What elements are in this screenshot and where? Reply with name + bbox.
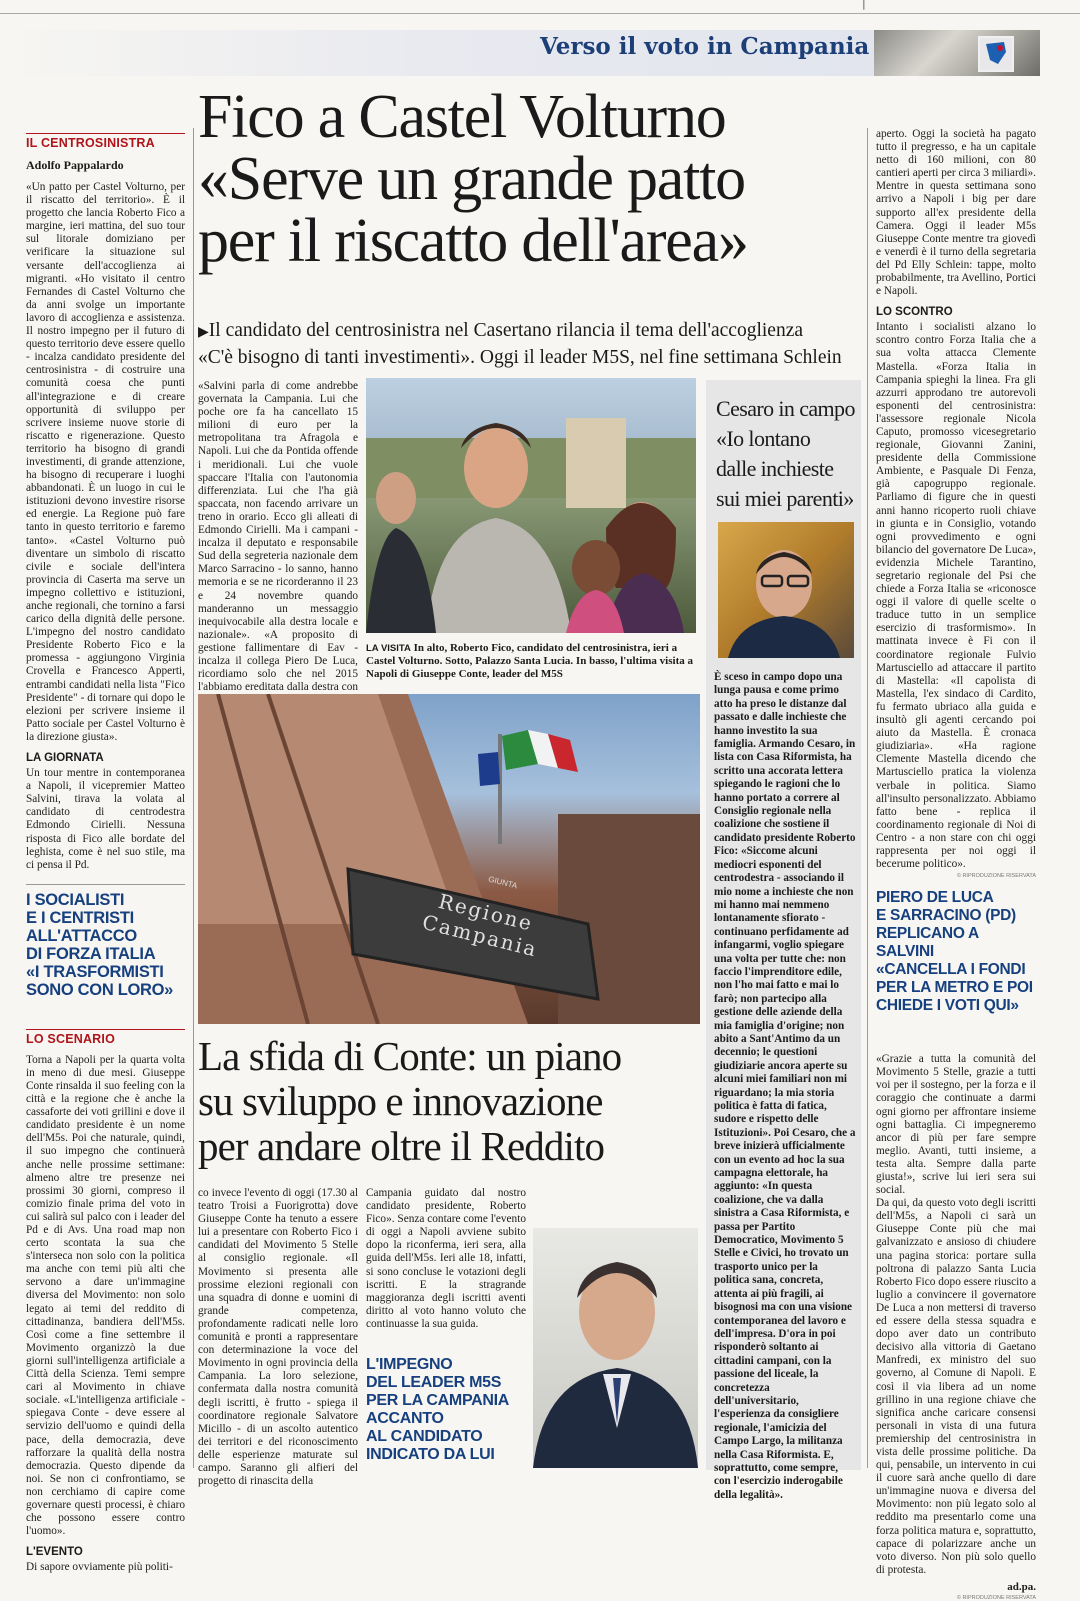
top-separator: | bbox=[862, 0, 866, 10]
conte-headline: La sfida di Conte: un piano su sviluppo e innovazione per andare oltre il Reddito bbox=[198, 1033, 622, 1169]
article-body-2: Un tour mentre in contemporanea a Napoli, il vicepremier Matteo Salvini, tirava la volata al candidato di centrodestra Edmondo Cirielli. Nessuna risposta di Fico alle bordate del leghista, come è nel suo stile, ma ci pensa il Pd. bbox=[26, 767, 185, 871]
caption-label: LA VISITA bbox=[366, 643, 411, 654]
conte-body-col1: co invece l'evento di oggi (17.30 al teatro Troisi a Fuorigrotta) dove Giuseppe Conte ha tenuto a essere lui a presentare con Roberto Fico i candidati del Movimento 5 Stelle al consiglio regionale. «Il Movimento si presenta alle prossime elezioni regionali con una squadra di donne e uomini di grande competenza, profondamente radicati nelle loro comunità e pronti a rappresentare con determinazione la voce del Movimento in ogni provincia della Campania. La loro selezione, confermata dalla nostra comunità degli iscritti, è frutto - spiega il coordinatore regionale Salvatore Micillo - di un ascolto autentico dei territori e del riconoscimento delle esperienze maturate sul campo. Saranno gli alfieri del progetto di rinascita della bbox=[198, 1187, 358, 1488]
byline: Adolfo Pappalardo bbox=[26, 158, 124, 172]
right-body-1: aperto. Oggi la società ha pagato tutto il pregresso, e ha un capitale netto di 160 milioni, con 80 cantieri aperti per circa 3 miliardi». Mentre in questa settimana sono arrivo a Napoli i big per dare supporto all'ex presidente della Camera. Oggi il leader M5s Giuseppe Conte mentre tra giovedì e venerdì è il turno della segretaria del Pd Elly Schlein: tappe, molto probabilmente, tra Avellino, Portici e Napoli. bbox=[876, 128, 1036, 298]
signature: ad.pa. bbox=[1007, 1580, 1036, 1593]
article-body-col2: «Salvini parla di come andrebbe governata la Campania. Lui che poche ore fa ha cancellato 15 milioni di euro per la metropolitana tra Afragola e Napoli. Lui che da Pontida offende i meridionali. Lui che vuole spaccare l'Italia con l'autonomia differenziata. Lui che l'ha già spaccata, non facendo arrivare un treno in orario. Ecco gli alleati di Edmondo Cirielli. Ma i campani - incalza il deputato e responsabile Sud della segreteria nazionale dem Marco Sarracino - lo sanno, hanno memoria e se ne ricorderanno il 23 e 24 novembre quando manderanno un messaggio inequivocabile alla destra locale e nazionale». «A proposito di gestione fallimentare di Eav - incalza il collega Piero De Luca, ricordiamo solo che nel 2015 l'abbiamo ereditata dalla destra con bbox=[198, 380, 358, 694]
article-body-3: Torna a Napoli per la quarta volta in meno di due mesi. Giuseppe Conte rinsalda il suo feeling con la città e la regione che è anche la cassaforte dei voti grillini e dove il candidato presidente è un nome dell'M5s. Poi che naturale, quindi, il suo impegno che continuerà anche nelle prossime settimane: almeno altre tre presenze nei prossimi 30 giorni, compreso il comizio finale prima del voto in cui salirà sul palco con i leader del Pd e di Avs. Una road map non certo scontata la sua che s'interseca non solo con la politica ma anche con temi più alti che servono a dare un'immagine diversa del Movimento: non solo legato ai temi del reddito di cittadinanza, bandiera dell'M5s. Così come a fine settembre il Movimento organizzò la due giorni sull'intelligenza artificiale a Città della Scienza. Temi sempre cari al Movimento in chiave sociale. «L'intelligenza artificiale - spiegava Conte - deve essere al servizio dell'uomo e quindi della pace, della democrazia, deve rafforzare la qualità della nostra democrazia. Questo dipende da noi. Se non ci confrontiamo, se non cerchiamo di capire come governare questi processi, è chiaro che possono essere contro l'uomo». bbox=[26, 1053, 185, 1538]
subhead-giornata: LA GIORNATA bbox=[26, 752, 104, 765]
subhead-scontro: LO SCONTRO bbox=[876, 306, 953, 319]
section-kicker-scenario: LO SCENARIO bbox=[26, 1029, 185, 1046]
deck-line-1: Il candidato del centrosinistra nel Casertano rilancia il tema dell'accoglienza bbox=[208, 320, 803, 341]
banner-photo bbox=[874, 30, 1040, 76]
right-body-2: Intanto i socialisti alzano lo scontro contro Forza Italia che a sua volta attacca Clemente Mastella. «Forza Italia in Campania spieghi la linea. Fra gli azzurri approdano tre autorevoli esponenti del centrosinistra: l'assessore regionale Nicola Caputo, promosso vicesegretario regionale, Giovanni Zanini, presidente della Commissione Ambiente, e Pasquale Di Fenza, già capogruppo regionale. Parliamo di figure che in questi anni hanno ricoperto ruoli chiave in giunta e in Consiglio, votando ogni provvedimento e ogni bilancio del governatore De Luca», evidenzia Michele Tarantino, segretario regionale del Psi che chiede a Forza Italia se «riconosce oggi il valore di quelle scelte o traduce tutto in un semplice esercizio di trasformismo». In mattinata invece è Fi con il coordinatore regionale Fulvio Martusciello ad attaccare il partito di Mastella: «Il capolista di Mastella, l'ex sindaco di Cardito, fu fermato ubriaco alla guida e insultò gli agenti cercando poi aiuto da Mastella. È cronaca giudiziaria». «Ha ragione Clemente Mastella dicendo che Martusciello pratica la violenza verbale in politica. Siamo all'insulto personalizzato. Abbiamo fatto bene - replica il coordinamento regionale di Noi di Centro - a non stare con chi oggi rappresenta per noi oggi il becerume politico». bbox=[876, 321, 1036, 871]
pull-quote-de-luca: PIERO DE LUCA E SARRACINO (PD) REPLICANO A SALVINI «CANCELLA I FONDI PER LA METRO E POI CHIEDE I VOTI QUI» bbox=[876, 889, 1033, 1015]
deck bbox=[198, 318, 870, 370]
right-column bbox=[876, 128, 1036, 1601]
palazzo-photo bbox=[198, 694, 700, 1024]
deck-line-2: «C'è bisogno di tanti investimenti». Oggi il leader M5S, nel fine settimana Schlein bbox=[198, 347, 842, 368]
page-top-strip bbox=[0, 0, 1080, 14]
article-body-1: «Un patto per Castel Volturno, per il riscatto del territorio». È il progetto che lancia Roberto Fico a margine, ieri mattina, del suo tour sul litorale domiziano per verificare la situazione sul versante dell'accoglienza ai migranti. «Ho visitato il centro Fernandes di Castel Volturno che da anni svolge un importante lavoro di accoglienza e assistenza. Il nostro impegno per il futuro di questo territorio deve essere quello - incalza candidato presidente del centrosinistra - di costruire una comunità coesa che punti all'integrazione e di creare opportunità di sviluppo per scrivere insieme nuove storie di riscatto e rigenerazione. Questo territorio ha bisogno di grandi investimenti, di grande attenzione, ha bisogno di recuperare i luoghi abbandonati. È un luogo in cui le istituzioni devono investire risorse ed energie. La Regione può fare tanto in questo territorio e faremo tanto». «Castel Volturno può diventare un simbolo di riscatto civile e sociale dell'intera provincia di Caserta ma serve un impegno collettivo e istituzioni, anche regionali, che tornino a farsi carico della dignità delle persone. L'impegno del nostro candidato Presidente Roberto Fico e la promessa - aggiungono Virginia Crovella e Francesco Apperti, entrambi candidati nella lista "Fico Presidente" - di tornare qui dopo le elezioni per scrivere insieme il Patto sociale per Castel Volturno è la direzione giusta». bbox=[26, 181, 185, 743]
column-divider bbox=[193, 128, 194, 1468]
pull-quote-socialisti: I SOCIALISTI E I CENTRISTI ALL'ATTACCO DI FORZA ITALIA «I TRASFORMISTI SONO CON LORO» bbox=[26, 884, 185, 999]
right-body-3: «Grazie a tutta la comunità del Movimento 5 Stelle, grazie a tutti voi per il sostegno, per la forza e il coraggio che continuate a darmi ogni giorno per affrontare insieme ogni battaglia. Ci impegneremo ancor di più per fare sempre meglio. Avanti, tutti insieme, a testa alta. Sempre dalla parte giusta!», scrive lui ieri sera sui social. Da qui, da questo voto degli iscritti dell'M5s, a Napoli ci sarà un Giuseppe Conte più che mai galvanizzato e ansioso di chiudere una pagina storica: portare sulla poltrona di palazzo Santa Lucia Roberto Fico dopo essere riuscito a luglio a convincere il governatore De Luca a non mettersi di traverso ed essere della stessa squadra e dopo aver dato un contributo decisivo alla vittoria di Gaetano Manfredi, ex ministro del suo governo, al Comune di Napoli. E così il via libera ad un nome grillino in una regione chiave che significa anche caricare consensi personali in vista di una futura premiership del centrosinistra in vista delle prossime politiche. Da qui, pensabile, un intervento in cui il cuore sarà anche quello di dare un'immagine nuova e diversa del Movimento: non più legato solo al reddito ma presentarlo come una forza politica matura e, soprattutto, capace di polarizzare anche un voto diverso. Non più solo quello di protesta. bbox=[876, 1053, 1036, 1576]
copyright-2: © RIPRODUZIONE RISERVATA bbox=[956, 1594, 1036, 1601]
article-body-4: Di sapore ovviamente più politi- bbox=[26, 1561, 173, 1574]
cesaro-headline: Cesaro in campo «Io lontano dalle inchieste sui miei parenti» bbox=[716, 396, 855, 511]
left-column bbox=[26, 133, 185, 1574]
section-title: Verso il voto in Campania bbox=[540, 33, 870, 60]
copyright-1: © RIPRODUZIONE RISERVATA bbox=[956, 873, 1036, 880]
triangle-icon: ▶ bbox=[198, 325, 209, 340]
pull-quote-impegno: L'IMPEGNO DEL LEADER M5S PER LA CAMPANIA ACCANTO AL CANDIDATO INDICATO DA LUI bbox=[366, 1356, 510, 1463]
cesaro-sidebar bbox=[706, 380, 861, 1501]
campania-logo-icon bbox=[978, 36, 1014, 72]
conte-body-col2: Campania guidato dal nostro candidato presidente, Roberto Fico». Senza contare come l'evento di oggi a Napoli avviene subito dopo la riconferma, ieri sera, alla guida dell'M5s. Ieri alle 18, infatti, si sono concluse le votazioni degli iscritti. E la stragrande maggioranza degli iscritti aventi diritto al voto hanno voluto che continuasse la sua guida. bbox=[366, 1187, 526, 1330]
main-headline: Fico a Castel Volturno «Serve un grande patto per il riscatto dell'area» bbox=[198, 83, 748, 275]
caption-text: In alto, Roberto Fico, candidato del centrosinistra, ieri a Castel Volturno. Sotto, Palazzo Santa Lucia. In basso, l'ultima visita a Napoli di Giuseppe Conte, leader del M5S bbox=[366, 642, 693, 680]
subhead-evento: L'EVENTO bbox=[26, 1546, 83, 1559]
regione-sign-small: GIUNTA bbox=[487, 874, 519, 891]
conte-photo bbox=[533, 1228, 698, 1468]
photo-caption bbox=[366, 642, 696, 681]
section-kicker: IL CENTROSINISTRA bbox=[26, 133, 185, 150]
right-divider bbox=[867, 128, 868, 1468]
section-banner bbox=[0, 30, 1040, 76]
cesaro-body: È sceso in campo dopo una lunga pausa e come primo atto ha preso le distanze dal passato e dalle inchieste che hanno investito la sua famiglia. Armando Cesaro, in lista con Casa Riformista, ha scritto una accorata lettera spiegando le ragioni che lo hanno portato a correre al Consiglio regionale nella coalizione che sostiene il candidato presidente Roberto Fico: «Siccome alcuni mediocri esponenti del centrodestra - associando il mio nome a inchieste che non mi hanno mai nemmeno lontanamente sfiorato - continuano perfidamente ad infangarmi, voglio spiegare una volta per tutte che: non faccio l'imprenditore edile, non l'ho mai fatto e mai lo farò; non partecipo alla gestione delle aziende della mia famiglia d'origine; non abito a Sant'Antimo da un decennio; le questioni giudiziarie ancora aperte su alcuni miei familiari non mi riguardano; la mia storia politica è fatta di fatica, sudore e rispetto delle Istituzioni». Poi Cesaro, che a breve inizierà ufficialmente con un evento ad hoc la sua campagna elettorale, ha aggiunto: «In questa coalizione, che va dalla sinistra a Casa Riformista, e passa per Partito Democratico, Movimento 5 Stelle e Civici, ho trovato un trasporto unico per la politica sana, concreta, attenta ai più fragili, ai bisognosi ma con una visione contemporanea del lavoro e dell'impresa. D'ora in poi risponderò soltanto ai cittadini campani, con la passione del liceale, la concretezza dell'universitario, l'esperienza da consigliere regionale, l'amicizia del Campo Largo, la militanza nella Casa Riformista. E, soprattutto, come sempre, con l'esercizio inderogabile della legalità». bbox=[714, 671, 856, 1501]
fico-photo bbox=[366, 378, 696, 633]
regione-sign-text: Regione Campania bbox=[419, 888, 541, 962]
cesaro-photo bbox=[718, 522, 854, 658]
